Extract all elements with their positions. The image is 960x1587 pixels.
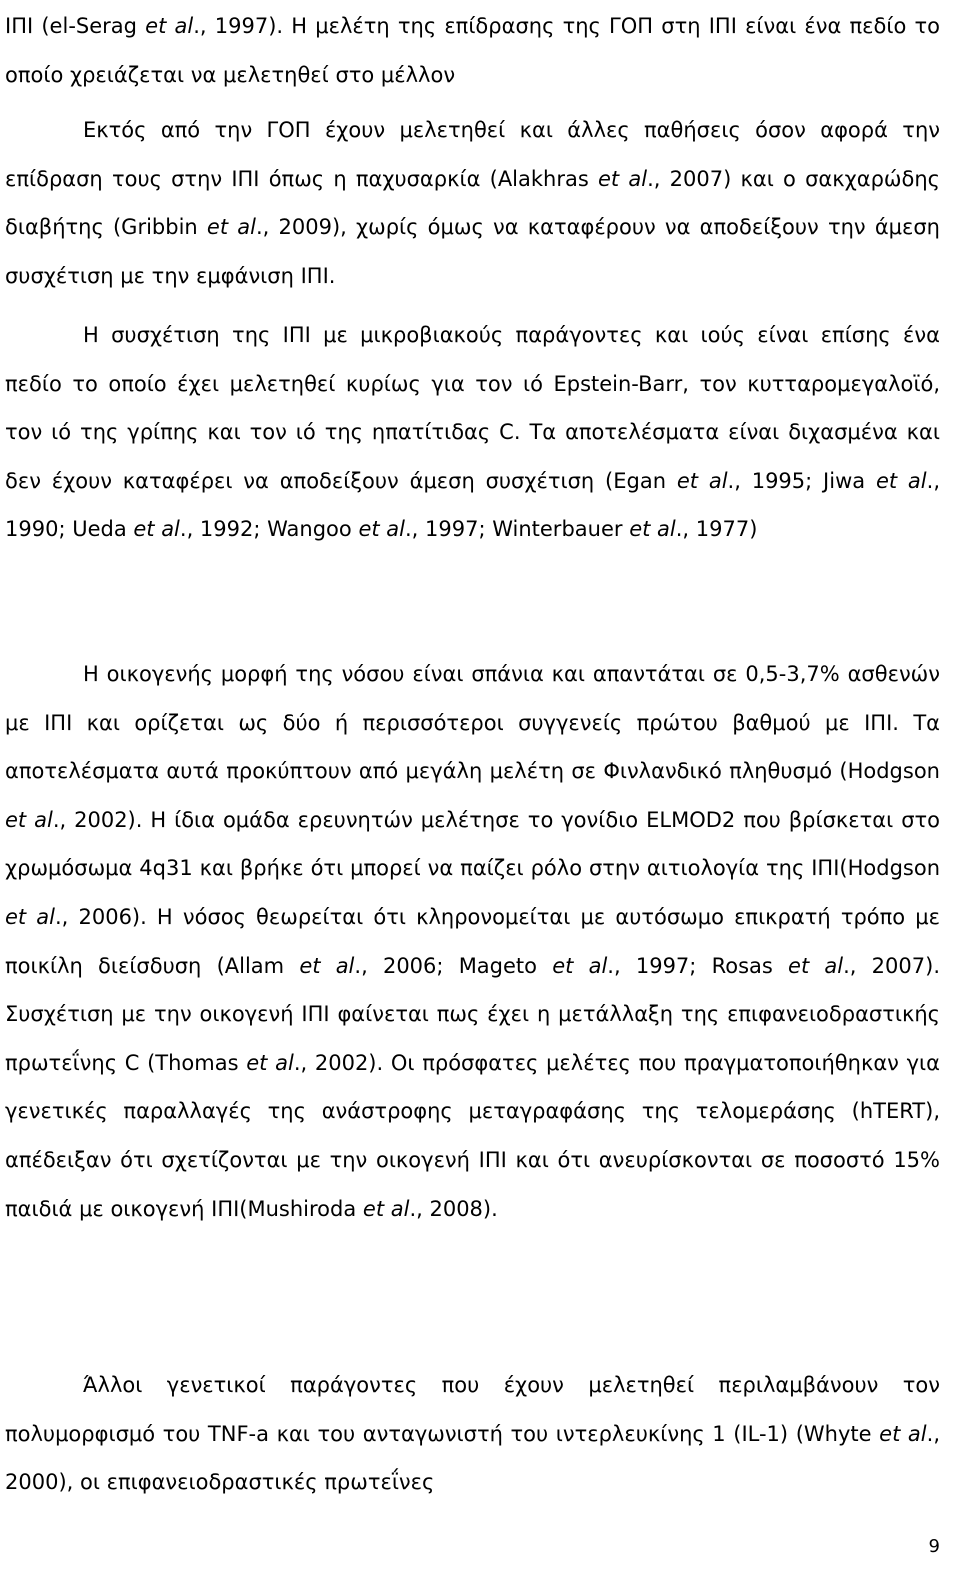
text-run: ., 2006). Η νόσος θεωρείται ότι κληρονομείται με αυτόσωμο επικρατή τρόπο με ποικίλη διείσδυση (Allam [5,904,940,978]
paragraph-microbial-factors [5,311,940,554]
citation-italic: et al [552,953,608,978]
text-run: ., 2000), οι επιφανειοδραστικές πρωτεΐνες [5,1421,940,1495]
citation-italic: et al [133,517,180,542]
text-run: Άλλοι γενετικοί παράγοντες που έχουν μελετηθεί περιλαμβάνουν τον πολυμορφισμό του TNF-a και του ανταγωνιστή του ιντερλευκίνης 1 (IL-1) (Whyte [5,1373,940,1446]
citation-italic: et al [299,953,355,978]
text-run: Η συσχέτιση της ΙΠΙ με μικροβιακούς παράγοντες και ιούς είναι επίσης ένα πεδίο το οποίο έχει μελετηθεί κυρίως για τον ιό Epstein-Barr, τον κυτταρομεγαλοϊό, τον ιό της γρίπης και τον ιό της ηπατίτιδας C. Τα αποτελέσματα είναι διχασμένα και δεν έχουν καταφέρει να αποδείξουν άμεση συσχέτιση (Egan [5,323,940,493]
text-run: ., 1997; Rosas [607,953,789,978]
citation-italic: et al [362,1196,410,1221]
paragraph-other-diseases [5,106,940,300]
paragraph-genetic-factors [5,1361,940,1507]
citation-italic: et al [5,904,55,929]
text-run: ., 1995; Jiwa [727,468,876,493]
paragraph-top [5,2,940,99]
text-run: ., 2007) και ο σακχαρώδης διαβήτης (Gribbin [5,166,940,240]
text-run: ., 2002). Οι πρόσφατες μελέτες που πραγματοποιήθηκαν για γενετικές παραλλαγές της ανάστροφης μεταγραφάσης της τελομεράσης (hTERT), απέδειξαν ότι σχετίζονται με την οικογενή ΙΠΙ και ότι ανευρίσκονται σε ποσοστό 15% παιδιά με οικογενή ΙΠΙ(Mushiroda [5,1050,940,1221]
text-run: ., 1997; Winterbauer [404,517,630,542]
citation-italic: et al [598,166,648,191]
citation-italic: et al [246,1050,294,1075]
text-run: ΙΠΙ (el-Serag [5,14,146,38]
text-run: ., 2002). Η ίδια ομάδα ερευνητών μελέτησε το γονίδιο ELMOD2 που βρίσκεται στο χρωμόσωμα 4q31 και βρήκε ότι μπορεί να παίζει ρόλο στην αιτιολογία της ΙΠΙ(Hodgson [5,807,940,881]
citation-italic: et al [145,14,194,38]
citation-italic: et al [879,1421,927,1446]
citation-italic: et al [788,953,844,978]
text-run: ., 1992; Wangoo [179,517,359,542]
text-run: Η οικογενής μορφή της νόσου είναι σπάνια και απαντάται σε 0,5-3,7% ασθενών με ΙΠΙ και ορίζεται ως δύο ή περισσότεροι συγγενείς πρώτου βαθμού με ΙΠΙ. Τα αποτελέσματα αυτά προκύπτουν από μεγάλη μελέτη σε Φινλανδικό πληθυσμό (Hodgson [5,662,940,784]
text-run: ., 1990; Ueda [5,468,940,542]
paragraph-familial-form [5,650,940,1233]
text-run: ., 2007). Συσχέτιση με την οικογενή ΙΠΙ φαίνεται πως έχει η μετάλλαξη της επιφανειοδραστικής πρωτεΐνης C (Thomas [5,953,940,1075]
text-run: ., 1997). Η μελέτη της επίδρασης της ΓΟΠ στη ΙΠΙ είναι ένα πεδίο το οποίο χρειάζεται να μελετηθεί στο μέλλον [5,14,940,87]
citation-italic: et al [875,468,927,493]
text-run: ., 2008). [409,1196,498,1221]
citation-italic: et al [358,517,405,542]
text-run: ., 1977) [675,517,758,542]
citation-italic: et al [5,807,53,832]
text-run: ., 2009), χωρίς όμως να καταφέρουν να αποδείξουν την άμεση συσχέτιση με την εμφάνιση ΙΠΙ. [5,215,940,288]
text-run: Εκτός από την ΓΟΠ έχουν μελετηθεί και άλλες παθήσεις όσον αφορά την επίδραση τους στην ΙΠΙ όπως η παχυσαρκία (Alakhras [5,118,940,191]
citation-italic: et al [676,468,728,493]
text-run: ., 2006; Mageto [354,953,553,978]
citation-italic: et al [206,215,256,240]
citation-italic: et al [629,517,676,542]
page-number: 9 [928,1536,940,1557]
